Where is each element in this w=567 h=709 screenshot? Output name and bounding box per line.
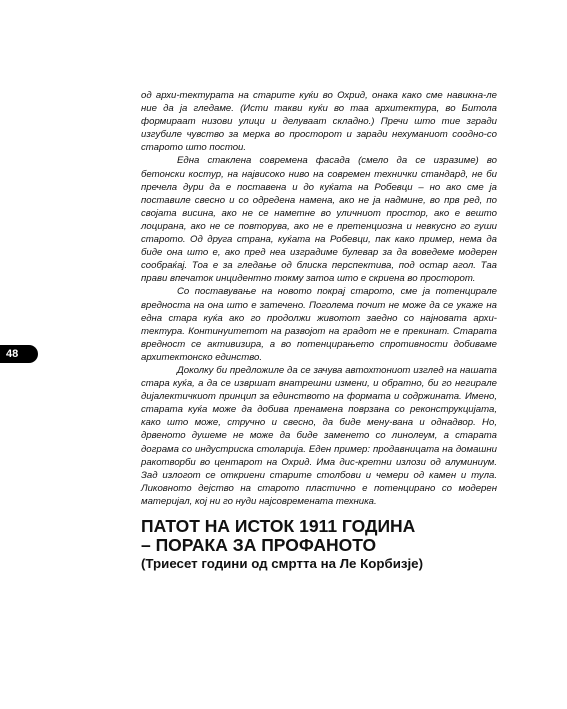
- section-subheading: (Триесет години од смртта на Ле Корбизје): [141, 556, 423, 571]
- page-number: 48: [6, 348, 19, 360]
- body-text: [141, 89, 497, 508]
- paragraph-4: Доколку би предложиле да се зачува автохтониот изглед на нашата стара куќа, а да се извршат внатрешни измени, и обратно, би го негирале дијалектичкиот принцип за единството на формата и содржината. Имено, старата куќа може да добива пренамена поврзана со реконструкцијата, како што може, стручно и свесно, да биде мену-вана и однадвор. Но, дрвеното душеме не може да биде заменето со линолеум, а старата дограма со индустриска столарија. Еден пример: продавницата на домашни ракотворби во центарот на Охрид. Има дис-кретни излози од алуминиум. Зад излогот се откриени старите столбови и чемери од камен и тула. Ликовното дејство на старото пластично е потенцирано со модерен материјал, кој ни го нуди најсовремената техника.: [141, 364, 497, 507]
- paragraph-1: од архи-тектурата на старите куќи во Охрид, онака како сме навикна-ле ние да ја гледаме. (Исти такви куќи во таа архитектура, во Битола формираат низови улици и делуваат складно.) Пречи што тие згради изгубиле чувство за мерка во просторот и заради нехуманиот соодно-со старото што постои.: [141, 90, 497, 154]
- section-heading-line-1: ПАТОТ НА ИСТОК 1911 ГОДИНА: [141, 516, 416, 536]
- paragraph-2: Една стаклена современа фасада (смело да се изразиме) во бетонски костур, на највисоко ниво на современ технички стандард, не би пречела дури да е поставена и до куќата на Робевци – но ако сме ја поставиле свесно и со одредена намена, ако не ја надмине, во прв ред, по својата висина, ако не се наметне во уличниот простор, ако е вешто лоцирана, ако не се повторува, ако не е претенциозна и невкусно го гуши старото. Од друга страна, куќата на Робевци, пак како пример, нема да биде она што е, ако пред неа изградиме булевар за да воведеме модерен сообраќај. Тоа е за гледање од блиска перспектива, под остар агол. Таа прави впечаток инцидентно токму затоа што е скриена во просторот.: [141, 155, 497, 285]
- paragraph-3: Со поставување на новото покрај старото, сме ја потенцирале вредноста на она што е затечено. Поголема почит не може да се укаже на една стара куќа ако го продолжи животот заедно со најновата архи-тектура. Континуитетот на развојот на градот не е прекинат. Старата вредност се активизира, а во потенцирањето спротивности добиваме архитектонско единство.: [141, 286, 497, 363]
- section-heading: [141, 517, 521, 555]
- section-heading-line-2: – ПОРАКА ЗА ПРОФАНОТО: [141, 535, 377, 555]
